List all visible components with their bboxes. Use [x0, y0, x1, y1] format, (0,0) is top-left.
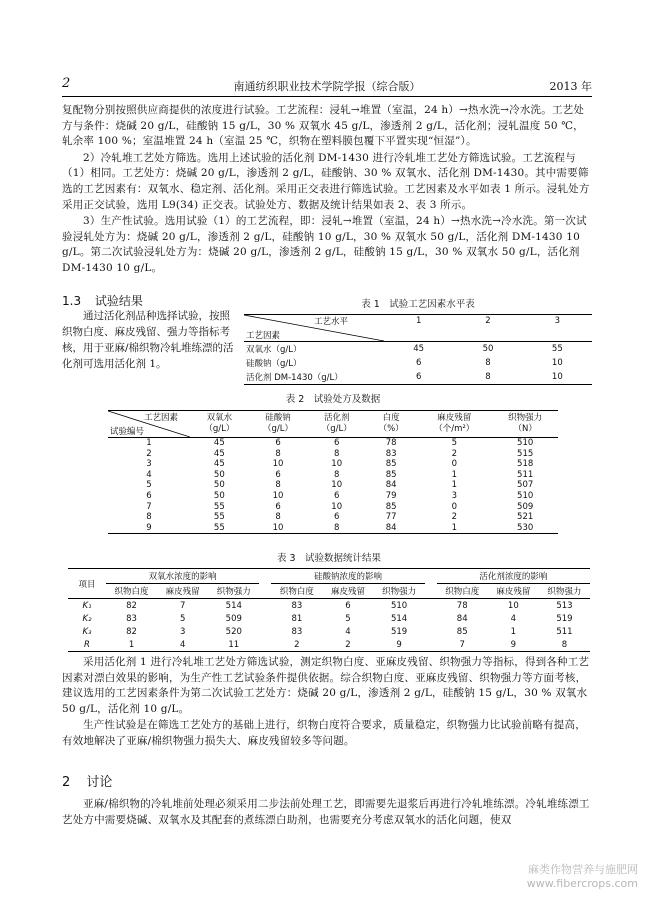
table-cell: 85	[385, 459, 397, 470]
table-cell: 55	[213, 501, 225, 512]
table2	[108, 410, 558, 534]
table-cell: 6	[275, 469, 281, 480]
table-row	[68, 612, 590, 625]
sub-header-row	[68, 584, 590, 599]
table2-body	[108, 438, 558, 534]
table-cell: 1	[106, 638, 157, 652]
table-cell: 8	[485, 358, 491, 368]
table-row	[244, 370, 592, 385]
table-row	[108, 523, 558, 534]
section-1-3-text	[62, 308, 238, 372]
table3	[68, 568, 590, 652]
table-cell: 79	[385, 490, 397, 501]
table-cell: 1	[510, 626, 517, 637]
table-cell: 55	[213, 512, 225, 523]
section-2-text	[62, 797, 592, 829]
table-cell: 84	[456, 613, 468, 624]
sub-header: 织物白度	[106, 584, 157, 599]
table-row	[68, 599, 590, 613]
paragraph: 通过活化剂品种选择试验，按照织物白度、麻皮残留、强力等指标考核，用于亚麻/棉织物冷轧堆练漂的活化剂可选用活化剂 1。	[62, 310, 234, 370]
table-cell: 10	[331, 459, 343, 470]
table-row	[244, 342, 592, 357]
table-cell: 8	[307, 523, 366, 534]
section-number: 2	[62, 775, 71, 790]
table-cell: 2	[451, 448, 457, 459]
level-header: 2	[453, 315, 522, 342]
section-number: 1.3	[62, 294, 82, 308]
table-cell: 3	[179, 626, 186, 637]
table-cell: 2	[451, 512, 457, 523]
table-cell: 10	[551, 358, 563, 368]
table-cell: 530	[492, 523, 558, 534]
table-cell: 515	[517, 448, 534, 459]
table-cell: 8	[334, 469, 340, 480]
table-row	[108, 449, 558, 460]
factor-label: 双氧水（g/L）	[246, 345, 302, 355]
section-title: 试验结果	[94, 294, 143, 308]
table-cell: 4	[510, 613, 517, 624]
sub-header: 织物强力	[208, 584, 259, 599]
table-cell: 513	[556, 600, 573, 611]
table-row	[108, 459, 558, 470]
table-cell: 78	[385, 438, 397, 448]
corner-top-label: 工艺因素	[144, 413, 179, 423]
table-row	[108, 512, 558, 523]
table-cell: 519	[390, 626, 408, 637]
corner-top-label: 工艺水平	[314, 317, 349, 327]
watermark	[527, 863, 638, 891]
table1	[244, 314, 592, 385]
table-cell: 8	[275, 448, 281, 459]
sub-header: 织物白度	[271, 584, 322, 599]
sub-header: 织物强力	[539, 584, 590, 599]
table-cell: 6	[334, 490, 340, 501]
table-cell: 5	[345, 613, 351, 624]
table-cell: 50	[213, 480, 225, 491]
table-cell: 8	[539, 638, 590, 652]
sub-header: 麻皮残留	[488, 584, 539, 599]
paragraph: 亚麻/棉织物的冷轧堆前处理必须采用二步法前处理工艺，即需要先退浆后再进行冷轧堆练漂。冷轧堆练漂工艺处方中需要烧碱、双氧水及其配套的煮练漂白助剂，也需要充分考虑双氧水的活化问题，使双	[62, 798, 590, 826]
page-number: 2	[62, 76, 71, 91]
table-cell: 8	[453, 370, 522, 385]
table-cell: 85	[456, 626, 468, 637]
table-row	[108, 438, 558, 449]
section-heading	[62, 771, 112, 790]
table-cell: 9	[374, 638, 425, 652]
table2-caption: 表 2 试验处方及数据	[285, 394, 381, 405]
paragraph: 复配物分别按照供应商提供的浓度进行试验。工艺流程：浸轧→堆置（室温，24 h）→热水洗→冷水洗。工艺处方与条件：烧碱 20 g/L，硅酸钠 15 g/L，30 % 双氧水 45 g/L，渗透剂 2 g/L，活化剂；浸轧温度 50 ℃，轧余率 100 %；室温堆置 24 h（室温 25 ℃，织物在塑料膜包覆下平置实现“恒湿”）。	[62, 104, 585, 148]
table-cell: 82	[126, 626, 137, 637]
table-cell: 45	[213, 448, 225, 459]
table-cell: 9	[108, 523, 190, 534]
table-cell: 50	[213, 490, 225, 501]
table3-body	[68, 599, 590, 652]
table-cell: 518	[517, 459, 534, 470]
table-cell: 1	[416, 523, 492, 534]
paragraph: 3）生产性试验。选用试验（1）的工艺流程，即：浸轧→堆置（室温，24 h）→热水洗→冷水洗。第一次试验浸轧处方为：烧碱 20 g/L，渗透剂 2 g/L，硅酸钠 10 g/L，30 % 双氧水 50 g/L，活化剂 DM-1430 10 g/L。第二次试验浸轧处方为：烧碱 20 g/L，渗透剂 2 g/L，硅酸钠 15 g/L，30 % 双氧水 50 g/L，活化剂 DM-1430 10 g/L。	[62, 215, 587, 274]
table-cell: 83	[291, 600, 303, 611]
table-cell: 514	[390, 613, 408, 624]
paragraph: 生产性试验是在筛选工艺处方的基础上进行，织物白度符合要求，质量稳定，织物强力比试验前略有提高，有效地解决了亚麻/棉织物强力损失大、麻皮残留较多等问题。	[62, 719, 586, 747]
table-cell: 5	[179, 613, 186, 624]
table-cell: 1	[451, 480, 457, 491]
table-cell: 8	[275, 480, 281, 491]
table-cell: 507	[517, 480, 534, 491]
table-cell: 2	[146, 448, 152, 459]
table-row	[108, 480, 558, 491]
table-cell: 0	[451, 501, 457, 512]
table-cell: 7	[146, 501, 152, 512]
table-cell: 55	[551, 344, 563, 354]
table-cell: 3	[451, 490, 457, 501]
table-cell: 7	[179, 600, 186, 611]
table-row	[68, 638, 590, 652]
table-cell: 2	[322, 638, 373, 652]
watermark-line: 麻类作物营养与施肥网	[528, 863, 638, 876]
table-cell: 519	[556, 613, 573, 624]
table-cell: 10	[331, 501, 343, 512]
group-header: 双氧水浓度的影响	[106, 569, 259, 584]
table-cell: 6	[415, 358, 422, 368]
column-header: 活化剂 （g/L）	[307, 411, 366, 438]
watermark-line: www.fibercrops.com	[526, 877, 638, 890]
table-cell: 10	[523, 370, 592, 385]
paragraph: 采用活化剂 1 进行冷轧堆工艺处方筛选试验，测定织物白度、亚麻皮残留、织物强力等指标，得到各种工艺因素对漂白效果的影响，为生产性工艺试验条件提供依据。综合织物白度、亚麻皮残留、织物强力等方面考核，建议选用的工艺因素条件为第二次试验工艺处方：烧碱 20 g/L，渗透剂 2 g/L，硅酸钠 15 g/L，30 % 双氧水 50 g/L，活化剂 10 g/L。	[62, 656, 590, 715]
table-cell: 6	[275, 501, 281, 512]
table-cell: 509	[517, 501, 534, 512]
table-cell: 83	[126, 613, 137, 624]
table-cell: 55	[190, 523, 249, 534]
table-row	[108, 491, 558, 502]
table-cell: 7	[437, 638, 488, 652]
table-row	[108, 502, 558, 513]
sub-header: 麻皮残留	[322, 584, 373, 599]
table-row	[68, 625, 590, 638]
table-cell: 10	[272, 490, 284, 501]
sub-header: 麻皮残留	[157, 584, 208, 599]
table-cell: 510	[517, 490, 534, 501]
table-cell: 1	[451, 469, 457, 480]
column-header: 麻皮残留 （个/m²）	[416, 411, 492, 438]
table-cell: 84	[385, 480, 397, 491]
table1-caption: 表 1 试验工艺因素水平表	[361, 299, 475, 310]
table-cell: 84	[366, 523, 416, 534]
table-cell: 6	[384, 370, 453, 385]
table-cell: 45	[213, 438, 225, 448]
table-cell: 45	[213, 459, 225, 470]
paragraph: 2）冷轧堆工艺处方筛选。选用上述试验的活化剂 DM-1430 进行冷轧堆工艺处方筛选试验。工艺流程与（1）相同。工艺处方：烧碱 20 g/L，渗透剂 2 g/L，硅酸钠、30 % 双氧水、活化剂 DM-1430。其中需要筛选的工艺因素有：双氧水、稳定剂、活化剂。采用正交表进行筛选试验。工艺因素及水平如表 1 所示。浸轧处方采用正交试验，选用 L9(34) 正交表。试验处方、数据及统计结果如表 2、表 3 所示。	[62, 151, 590, 211]
table-cell: 2	[271, 638, 322, 652]
column-header: 硅酸钠 （g/L）	[249, 411, 308, 438]
table-cell: 510	[390, 600, 408, 611]
column-header: 双氧水 （g/L）	[190, 411, 249, 438]
table-cell: 85	[385, 469, 397, 480]
table-cell: 6	[334, 512, 340, 523]
table-cell: 10	[331, 480, 343, 491]
table-cell: 510	[517, 438, 534, 448]
journal-title: 南通纺织职业技术学院学报（综合版）	[233, 80, 421, 93]
row-label: K₁	[82, 600, 92, 611]
table2-corner	[108, 411, 190, 438]
level-header: 1	[384, 315, 453, 342]
table-cell: 10	[507, 600, 519, 611]
table-cell: 6	[334, 438, 340, 448]
column-header: 白度 （%）	[366, 411, 416, 438]
table-cell: 8	[334, 448, 340, 459]
table-cell: 5	[146, 480, 152, 491]
table-row	[108, 470, 558, 481]
table-cell: 10	[272, 459, 284, 470]
table-cell: 78	[456, 600, 468, 611]
table-cell: 1	[146, 438, 152, 448]
table-cell: 50	[482, 344, 494, 354]
sub-header: 织物强力	[374, 584, 425, 599]
corner-bottom-label: 工艺因素	[246, 331, 281, 341]
table3-caption: 表 3 试验数据统计结果	[276, 553, 382, 564]
table-cell: 6	[275, 438, 281, 448]
table-cell: 511	[556, 626, 573, 637]
table-cell: 4	[146, 469, 152, 480]
table-cell: 521	[517, 512, 534, 523]
sub-header: 织物白度	[437, 584, 488, 599]
item-header: 项目	[68, 569, 106, 599]
top-text	[62, 103, 592, 278]
table-cell: 5	[451, 438, 457, 448]
table-row	[244, 356, 592, 370]
table-cell: 83	[291, 626, 303, 637]
section-title: 讨论	[86, 775, 113, 790]
table-cell: 83	[385, 448, 397, 459]
bottom-text	[62, 655, 592, 751]
row-label: K₂	[82, 613, 92, 624]
table-cell: 511	[517, 469, 534, 480]
table-cell: 514	[225, 600, 242, 611]
corner-bottom-label: 试验编号	[110, 427, 145, 437]
section-heading	[62, 292, 143, 309]
page-header	[62, 78, 592, 96]
table-cell: 82	[126, 600, 137, 611]
table-cell: 77	[385, 512, 397, 523]
group-header: 硅酸钠浓度的影响	[271, 569, 424, 584]
table-cell: 9	[488, 638, 539, 652]
diagonal-line	[108, 411, 190, 437]
level-header: 3	[523, 315, 592, 342]
table-cell: 85	[385, 501, 397, 512]
table-cell: 8	[275, 512, 281, 523]
table-cell: 11	[208, 638, 259, 652]
table-cell: 10	[249, 523, 308, 534]
table-cell: 8	[146, 512, 152, 523]
table-cell: 45	[413, 344, 425, 354]
table-cell: 81	[291, 613, 303, 624]
header-rule	[62, 96, 592, 97]
table-cell: 520	[225, 626, 242, 637]
group-header: 活化剂浓度的影响	[437, 569, 590, 584]
table-cell: 4	[345, 626, 351, 637]
diagonal-line	[244, 315, 384, 341]
table-cell: 6	[146, 490, 152, 501]
table1-corner	[244, 315, 384, 342]
factor-label: 活化剂 DM-1430（g/L）	[244, 370, 384, 385]
table-cell: 6	[345, 600, 351, 611]
row-label: R	[68, 638, 106, 652]
factor-label: 硅酸钠（g/L）	[246, 359, 302, 369]
table-cell: 509	[225, 613, 242, 624]
row-label: K₃	[82, 626, 92, 637]
journal-year: 2013 年	[549, 80, 592, 93]
table-cell: 3	[146, 459, 152, 470]
table-cell: 0	[451, 459, 457, 470]
table-cell: 4	[157, 638, 208, 652]
column-header: 织物强力 （N）	[492, 411, 558, 438]
table-cell: 50	[213, 469, 225, 480]
